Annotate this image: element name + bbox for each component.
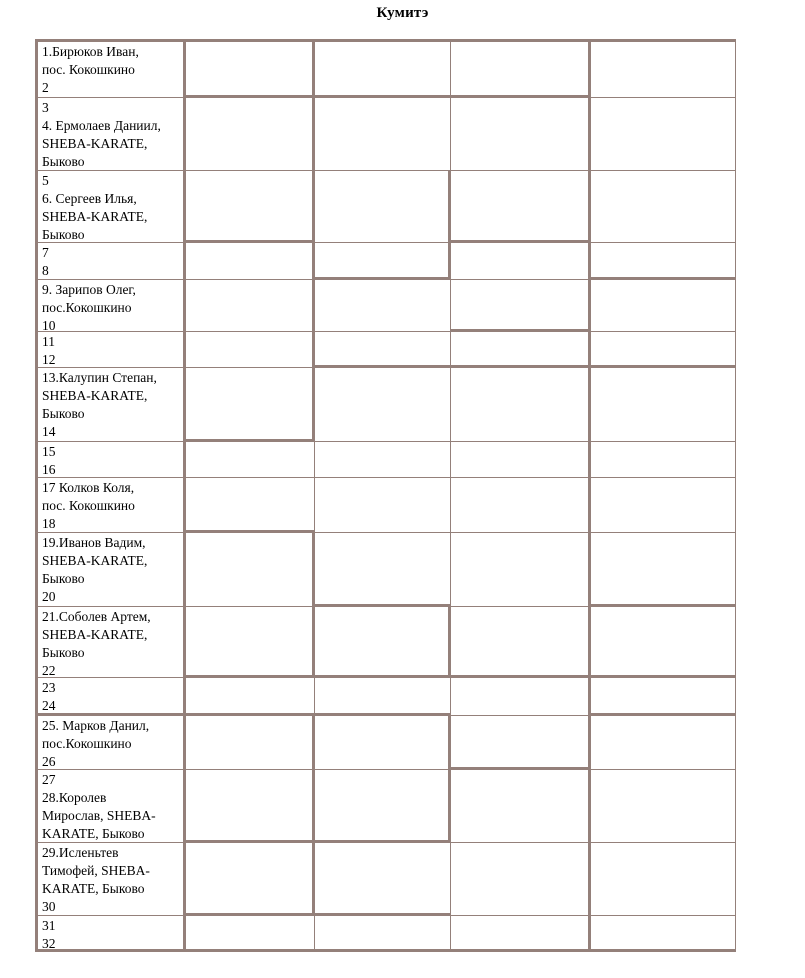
participant-entry: 10 [42, 318, 56, 333]
participant-entry: 14 [42, 424, 56, 439]
bracket-cell-r2-c2 [186, 98, 315, 171]
bracket-cell-r11-c2 [186, 607, 315, 678]
bracket-cell-r9-c3 [315, 478, 451, 533]
participant-entry: SHEBA-KARATE, [42, 553, 148, 568]
participant-entry: 13.Калупин Степан, [42, 370, 157, 385]
bracket-cell-r1-c4 [451, 42, 591, 98]
bracket-cell-r4-c2 [186, 243, 315, 280]
bracket-cell-r1-c3 [315, 42, 451, 98]
bracket-cell-r9-c1 [38, 478, 186, 533]
bracket-cell-r13-c4 [451, 716, 591, 770]
participant-entry: 22 [42, 663, 56, 678]
participant-entry: 7 [42, 245, 49, 260]
participant-entry: 2 [42, 80, 49, 95]
bracket-cell-r11-c1 [38, 607, 186, 678]
bracket-cell-r11-c3 [315, 607, 451, 678]
bracket-cell-r5-c5 [591, 280, 736, 332]
participant-entry: SHEBA-KARATE, [42, 388, 148, 403]
bracket-cell-r2-c4 [451, 98, 591, 171]
bracket-cell-r16-c4 [451, 916, 591, 952]
participant-entry: 32 [42, 936, 56, 951]
participant-entry: Мирослав, SHEBA- [42, 808, 156, 823]
bracket-cell-r12-c5 [591, 678, 736, 716]
bracket-cell-r4-c1 [38, 243, 186, 280]
participant-entry: 8 [42, 263, 49, 278]
participant-entry: 31 [42, 918, 56, 933]
participant-entry: 4. Ермолаев Даниил, [42, 118, 161, 133]
bracket-cell-r16-c1 [38, 916, 186, 952]
bracket-cell-r14-c1 [38, 770, 186, 843]
bracket-cell-r8-c1 [38, 442, 186, 478]
bracket-cell-r6-c2 [186, 332, 315, 368]
participant-entry: пос.Кокошкино [42, 300, 132, 315]
bracket-cell-r4-c3 [315, 243, 451, 280]
participant-entry: SHEBA-KARATE, [42, 627, 148, 642]
participant-entry: 19.Иванов Вадим, [42, 535, 146, 550]
bracket-cell-r12-c1 [38, 678, 186, 716]
participant-entry: 26 [42, 754, 56, 769]
bracket-cell-r9-c2 [186, 478, 315, 533]
bracket-cell-r2-c3 [315, 98, 451, 171]
participant-entry: 21.Соболев Артем, [42, 609, 151, 624]
participant-entry: KARATE, Быково [42, 826, 145, 841]
bracket-cell-r9-c4 [451, 478, 591, 533]
bracket-cell-r10-c3 [315, 533, 451, 607]
bracket-cell-r1-c5 [591, 42, 736, 98]
participant-entry: 18 [42, 516, 56, 531]
bracket-cell-r5-c2 [186, 280, 315, 332]
page-title: Кумитэ [376, 5, 429, 21]
bracket-cell-r13-c3 [315, 716, 451, 770]
participant-entry: 15 [42, 444, 56, 459]
participant-entry: 24 [42, 698, 56, 713]
bracket-cell-r16-c2 [186, 916, 315, 952]
bracket-cell-r6-c4 [451, 332, 591, 368]
bracket-cell-r4-c4 [451, 243, 591, 280]
bracket-cell-r5-c4 [451, 280, 591, 332]
bracket-cell-r8-c5 [591, 442, 736, 478]
participant-entry: 3 [42, 100, 49, 115]
bracket-cell-r9-c5 [591, 478, 736, 533]
bracket-cell-r6-c1 [38, 332, 186, 368]
bracket-cell-r14-c3 [315, 770, 451, 843]
bracket-cell-r12-c2 [186, 678, 315, 716]
bracket-cell-r10-c5 [591, 533, 736, 607]
bracket-cell-r4-c5 [591, 243, 736, 280]
participant-entry: SHEBA-KARATE, [42, 136, 148, 151]
participant-entry: SHEBA-KARATE, [42, 209, 148, 224]
participant-entry: 5 [42, 173, 49, 188]
bracket-cell-r1-c1 [38, 42, 186, 98]
bracket-cell-r14-c2 [186, 770, 315, 843]
participant-entry: пос.Кокошкино [42, 736, 132, 751]
participant-entry: 12 [42, 352, 56, 367]
bracket-cell-r14-c4 [451, 770, 591, 843]
participant-entry: пос. Кокошкино [42, 498, 135, 513]
bracket-cell-r3-c5 [591, 171, 736, 243]
participant-entry: 11 [42, 334, 55, 349]
bracket-cell-r16-c3 [315, 916, 451, 952]
bracket-cell-r8-c3 [315, 442, 451, 478]
bracket-cell-r6-c3 [315, 332, 451, 368]
bracket-cell-r10-c2 [186, 533, 315, 607]
participant-entry: KARATE, Быково [42, 881, 145, 896]
bracket-cell-r11-c4 [451, 607, 591, 678]
bracket-cell-r15-c2 [186, 843, 315, 916]
bracket-cell-r11-c5 [591, 607, 736, 678]
participant-entry: 17 Колков Коля, [42, 480, 135, 495]
bracket-cell-r13-c1 [38, 716, 186, 770]
participant-entry: 28.Королев [42, 790, 107, 805]
participant-entry: 25. Марков Данил, [42, 718, 150, 733]
bracket-cell-r5-c3 [315, 280, 451, 332]
participant-entry: 6. Сергеев Илья, [42, 191, 137, 206]
bracket-cell-r7-c5 [591, 368, 736, 442]
participant-entry: 27 [42, 772, 56, 787]
bracket-cell-r15-c1 [38, 843, 186, 916]
participant-entry: 9. Зарипов Олег, [42, 282, 136, 297]
participant-entry: Быково [42, 645, 85, 660]
participant-entry: 30 [42, 899, 56, 914]
bracket-cell-r8-c2 [186, 442, 315, 478]
participant-entry: 20 [42, 589, 56, 604]
bracket-cell-r16-c5 [591, 916, 736, 952]
kumite-bracket-table [35, 39, 736, 952]
bracket-cell-r3-c1 [38, 171, 186, 243]
bracket-cell-r12-c3 [315, 678, 451, 716]
bracket-cell-r13-c2 [186, 716, 315, 770]
participant-entry: Быково [42, 406, 85, 421]
bracket-cell-r1-c2 [186, 42, 315, 98]
participant-entry: Быково [42, 154, 85, 169]
bracket-cell-r2-c1 [38, 98, 186, 171]
participant-entry: Быково [42, 227, 85, 242]
participant-entry: 1.Бирюков Иван, [42, 44, 139, 59]
bracket-cell-r15-c3 [315, 843, 451, 916]
bracket-cell-r3-c4 [451, 171, 591, 243]
bracket-cell-r7-c2 [186, 368, 315, 442]
participant-entry: пос. Кокошкино [42, 62, 135, 77]
participant-entry: 29.Исленьтев [42, 845, 119, 860]
bracket-cell-r10-c4 [451, 533, 591, 607]
bracket-cell-r14-c5 [591, 770, 736, 843]
bracket-cell-r3-c2 [186, 171, 315, 243]
participant-entry: Быково [42, 571, 85, 586]
bracket-cell-r15-c4 [451, 843, 591, 916]
participant-entry: Тимофей, SHEBA- [42, 863, 150, 878]
bracket-cell-r7-c4 [451, 368, 591, 442]
bracket-cell-r3-c3 [315, 171, 451, 243]
bracket-cell-r13-c5 [591, 716, 736, 770]
bracket-cell-r6-c5 [591, 332, 736, 368]
bracket-cell-r8-c4 [451, 442, 591, 478]
bracket-cell-r7-c1 [38, 368, 186, 442]
bracket-cell-r7-c3 [315, 368, 451, 442]
bracket-cell-r2-c5 [591, 98, 736, 171]
participant-entry: 23 [42, 680, 56, 695]
bracket-cell-r12-c4 [451, 678, 591, 716]
bracket-cell-r15-c5 [591, 843, 736, 916]
bracket-cell-r5-c1 [38, 280, 186, 332]
bracket-cell-r10-c1 [38, 533, 186, 607]
participant-entry: 16 [42, 462, 56, 477]
